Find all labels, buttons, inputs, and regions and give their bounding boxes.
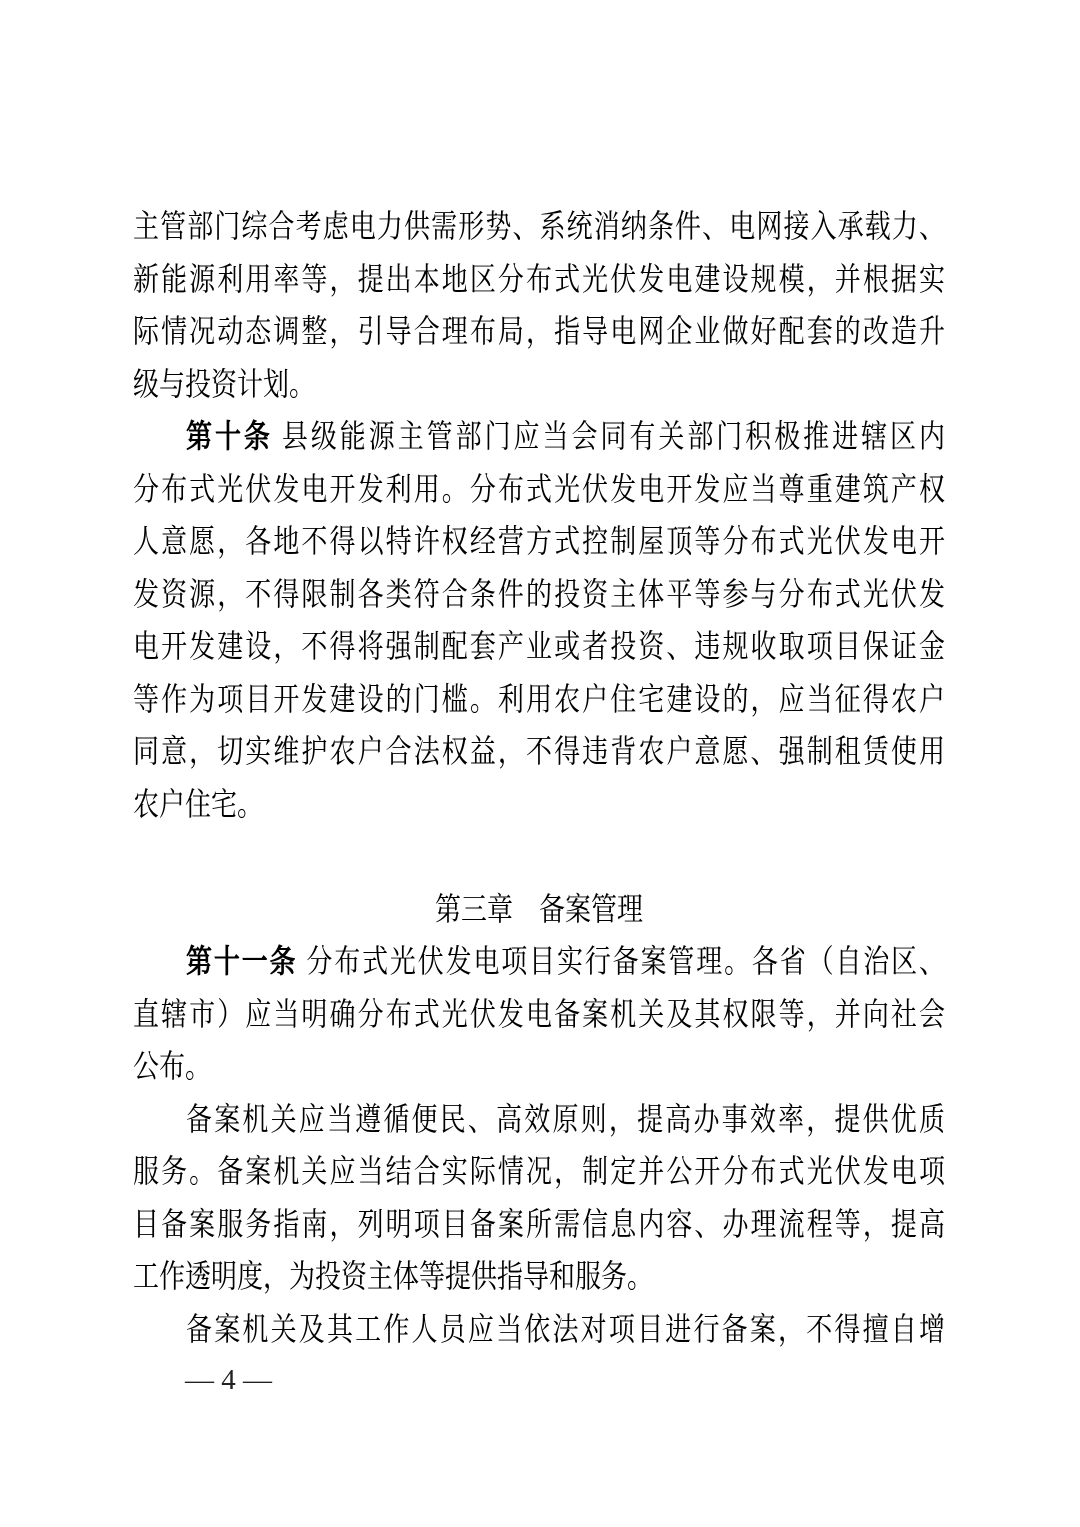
text-line: 同意，切实维护农户合法权益，不得违背农户意愿、强制租赁使用 xyxy=(133,732,945,770)
text-line: 分布式光伏发电开发利用。分布式光伏发电开发应当尊重建筑产权 xyxy=(133,470,945,507)
text-line: 公布。 xyxy=(133,1047,212,1085)
chapter-heading: 第三章 备案管理 xyxy=(434,890,643,927)
text-line: 际情况动态调整，引导合理布局，指导电网企业做好配套的改造升 xyxy=(133,312,945,350)
article-text: 分布式光伏发电项目实行备案管理。各省（自治区、 xyxy=(306,942,945,980)
article-text: 县级能源主管部门应当会同有关部门积极推进辖区内 xyxy=(281,417,945,455)
text-line: 级与投资计划。 xyxy=(133,365,316,402)
text-line: 电开发建设，不得将强制配套产业或者投资、违规收取项目保证金 xyxy=(133,627,945,665)
article-number: 第十条 xyxy=(186,417,273,455)
text-line: 直辖市）应当明确分布式光伏发电备案机关及其权限等，并向社会 xyxy=(133,995,945,1032)
page-number: — 4 — xyxy=(185,1364,272,1396)
article-number: 第十一条 xyxy=(186,942,298,980)
text-line: 目备案服务指南，列明项目备案所需信息内容、办理流程等，提高 xyxy=(133,1205,945,1242)
text-line: 农户住宅。 xyxy=(133,785,264,822)
text-line: 备案机关及其工作人员应当依法对项目进行备案，不得擅自增 xyxy=(186,1310,945,1347)
text-line: 服务。备案机关应当结合实际情况，制定并公开分布式光伏发电项 xyxy=(133,1152,945,1190)
text-line: 等作为项目开发建设的门槛。利用农户住宅建设的，应当征得农户 xyxy=(133,680,945,717)
document-body xyxy=(133,200,945,1355)
text-line: 主管部门综合考虑电力供需形势、系统消纳条件、电网接入承载力、 xyxy=(133,207,945,245)
text-line: 人意愿，各地不得以特许权经营方式控制屋顶等分布式光伏发电开 xyxy=(133,522,945,560)
text-line: 工作透明度，为投资主体等提供指导和服务。 xyxy=(133,1257,654,1295)
text-line: 备案机关应当遵循便民、高效原则，提高办事效率，提供优质 xyxy=(186,1100,945,1137)
text-line: 发资源，不得限制各类符合条件的投资主体平等参与分布式光伏发 xyxy=(133,575,945,612)
text-line: 新能源利用率等，提出本地区分布式光伏发电建设规模，并根据实 xyxy=(133,260,945,297)
